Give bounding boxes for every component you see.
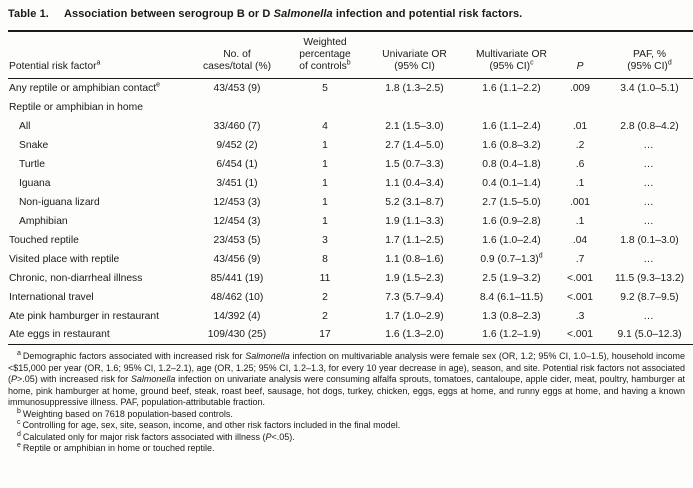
italic-text: P xyxy=(11,374,18,384)
cell-multivariate xyxy=(463,98,560,117)
cell-cases xyxy=(190,288,284,307)
cell-value: 5.2 (3.1–8.7) xyxy=(385,196,444,208)
cell-value: 1.6 (1.1–2.4) xyxy=(482,120,541,132)
cell-value: 1.3 (0.8–2.3) xyxy=(482,310,541,322)
cell-value: 11.5 (9.3–13.2) xyxy=(614,272,685,284)
text-segment: Reptile or amphibian in home or touched reptile. xyxy=(22,443,215,453)
table-title-text xyxy=(64,8,522,20)
cell-univariate xyxy=(366,269,463,288)
header-line: No. of xyxy=(223,49,251,60)
column-header-multivariate xyxy=(463,31,560,79)
cell-value: 33/460 (7) xyxy=(213,120,261,132)
column-header-univariate xyxy=(366,31,463,79)
cell-p xyxy=(560,117,600,136)
risk-factor-name: All xyxy=(19,120,31,132)
cell-value: 12/453 (3) xyxy=(213,196,261,208)
table-row xyxy=(8,212,693,231)
cell-p xyxy=(560,212,600,231)
cell-value: 1.7 (1.0–2.9) xyxy=(385,310,444,322)
cell-value: 12/454 (3) xyxy=(213,215,261,227)
risk-factor-name: Reptile or amphibian in home xyxy=(9,101,143,113)
cell-p xyxy=(560,174,600,193)
footnote-b xyxy=(8,409,685,421)
cell-value: .6 xyxy=(575,158,585,170)
cell-univariate xyxy=(366,307,463,326)
table-body xyxy=(8,79,693,345)
row-label xyxy=(8,136,190,155)
cell-value: 2.5 (1.9–3.2) xyxy=(482,272,541,284)
cell-value: 23/453 (5) xyxy=(213,234,261,246)
table-row xyxy=(8,98,693,117)
risk-factor-name: Touched reptile xyxy=(9,234,79,246)
footnote-marker-b: b xyxy=(17,407,21,415)
cell-paf xyxy=(600,250,693,269)
cell-value: … xyxy=(643,215,656,227)
cell-multivariate xyxy=(463,193,560,212)
cell-value: 6/454 (1) xyxy=(216,158,258,170)
cell-value: 1.6 (1.1–2.2) xyxy=(482,82,541,94)
header-row xyxy=(8,31,693,79)
cell-value: .04 xyxy=(572,234,588,246)
cell-value: 4 xyxy=(322,120,328,132)
cell-value: 1.6 (1.3–2.0) xyxy=(385,329,444,341)
cell-multivariate xyxy=(463,155,560,174)
cell-paf xyxy=(600,193,693,212)
cell-value: 3.4 (1.0–5.1) xyxy=(620,82,679,94)
cell-value: 5 xyxy=(322,82,328,94)
cell-weighted xyxy=(284,288,366,307)
text-segment: infection and potential risk factors. xyxy=(332,8,523,20)
cell-univariate xyxy=(366,98,463,117)
row-label xyxy=(8,117,190,136)
cell-paf xyxy=(600,231,693,250)
footnote-marker-d: d xyxy=(667,59,672,67)
header-line: cases/total (%) xyxy=(202,61,272,72)
cell-value: 2 xyxy=(322,310,328,322)
cell-multivariate xyxy=(463,231,560,250)
risk-factors-table xyxy=(8,30,693,345)
cell-value: .01 xyxy=(572,120,588,132)
risk-factor-name: Ate eggs in restaurant xyxy=(9,329,110,341)
risk-factor-name: Turtle xyxy=(19,158,45,170)
text-segment: >.05) with increased risk for xyxy=(17,374,131,384)
header-line: P xyxy=(576,61,584,72)
cell-cases xyxy=(190,193,284,212)
footnote-marker-a: a xyxy=(17,350,21,357)
cell-weighted xyxy=(284,326,366,345)
cell-weighted xyxy=(284,98,366,117)
italic-text: Salmonella xyxy=(130,374,176,384)
cell-paf xyxy=(600,212,693,231)
cell-paf xyxy=(600,98,693,117)
cell-weighted xyxy=(284,231,366,250)
cell-value: 8.4 (6.1–11.5) xyxy=(479,291,544,303)
header-line: Univariate OR xyxy=(382,49,447,60)
cell-value: 2 xyxy=(322,291,328,303)
risk-factor-name: Non-iguana lizard xyxy=(19,196,100,208)
text-segment: infection on multivariable analysis were female sex (OR, 1.2; 95% CI, 1.0–1.5), household income <$15,000 per year (OR, 1.6; 95% CI, 1.2–2.1), age (OR, 1.25; 95% CI, 1.2–1.3, for every 10 year decrease in age), season, and site. Potential risk factors not associated ( xyxy=(8,351,686,384)
table-header xyxy=(8,31,693,79)
footnote-marker-e: e xyxy=(156,81,161,89)
cell-p xyxy=(560,98,600,117)
italic-text: P xyxy=(265,431,272,442)
header-line: percentage xyxy=(299,49,351,60)
cell-cases xyxy=(190,307,284,326)
cell-value: .2 xyxy=(575,139,585,151)
cell-cases xyxy=(190,212,284,231)
cell-value: 0.4 (0.1–1.4) xyxy=(482,177,541,189)
cell-value: 109/430 (25) xyxy=(207,329,267,341)
footnote-marker-b: b xyxy=(346,59,351,67)
cell-paf xyxy=(600,269,693,288)
cell-value: <.001 xyxy=(566,291,594,303)
cell-value: … xyxy=(643,196,656,208)
cell-weighted xyxy=(284,79,366,98)
cell-p xyxy=(560,250,600,269)
cell-value: 8 xyxy=(322,253,328,265)
footnote-marker-e: e xyxy=(17,442,21,449)
risk-factor-name: Amphibian xyxy=(19,215,68,227)
cell-cases xyxy=(190,326,284,345)
cell-value: .009 xyxy=(569,82,591,94)
risk-factor-name: Iguana xyxy=(19,177,51,189)
cell-multivariate xyxy=(463,79,560,98)
cell-p xyxy=(560,288,600,307)
cell-value: 1.1 (0.4–3.4) xyxy=(385,177,444,189)
cell-univariate xyxy=(366,174,463,193)
cell-p xyxy=(560,326,600,345)
risk-factor-name: International travel xyxy=(9,291,94,303)
header-line: (95% CI) xyxy=(627,61,668,72)
cell-p xyxy=(560,79,600,98)
row-label xyxy=(8,231,190,250)
cell-value: .3 xyxy=(575,310,585,322)
cell-paf xyxy=(600,174,693,193)
cell-value: 85/441 (19) xyxy=(210,272,264,284)
cell-value: … xyxy=(643,139,656,151)
cell-value: 1 xyxy=(322,177,328,189)
row-label xyxy=(8,98,190,117)
cell-value: 1.1 (0.8–1.6) xyxy=(385,253,444,265)
cell-value: … xyxy=(643,310,656,322)
cell-value: … xyxy=(643,253,656,265)
cell-value: 1 xyxy=(322,196,328,208)
cell-weighted xyxy=(284,269,366,288)
text-segment: Demographic factors associated with increased risk for xyxy=(22,351,246,361)
table-row xyxy=(8,79,693,98)
cell-univariate xyxy=(366,288,463,307)
text-segment: Association between serogroup B or D xyxy=(63,8,274,20)
cell-value: 43/453 (9) xyxy=(213,82,261,94)
header-line: Multivariate OR xyxy=(476,49,547,60)
footnote-e xyxy=(8,443,685,455)
cell-value: .1 xyxy=(575,215,585,227)
table-row xyxy=(8,326,693,345)
cell-value: 7.3 (5.7–9.4) xyxy=(385,291,444,303)
cell-multivariate xyxy=(463,307,560,326)
cell-cases xyxy=(190,231,284,250)
cell-p xyxy=(560,193,600,212)
cell-value: 48/462 (10) xyxy=(210,291,264,303)
footnote-marker-d: d xyxy=(17,430,21,438)
cell-paf xyxy=(600,155,693,174)
table-row xyxy=(8,155,693,174)
footnote-a xyxy=(8,351,685,409)
cell-value: 1.6 (0.9–2.8) xyxy=(482,215,541,227)
footnote-marker-d: d xyxy=(538,252,543,260)
column-header-factor xyxy=(8,31,190,79)
cell-value: 0.9 (0.7–1.3) xyxy=(480,253,539,265)
cell-paf xyxy=(600,307,693,326)
cell-multivariate xyxy=(463,212,560,231)
cell-weighted xyxy=(284,193,366,212)
cell-value: 1.5 (0.7–3.3) xyxy=(385,158,444,170)
cell-value: .1 xyxy=(575,177,585,189)
cell-multivariate xyxy=(463,326,560,345)
row-label xyxy=(8,307,190,326)
column-header-weighted xyxy=(284,31,366,79)
cell-cases xyxy=(190,98,284,117)
table-row xyxy=(8,174,693,193)
cell-p xyxy=(560,269,600,288)
header-line: (95% CI) xyxy=(489,61,531,72)
cell-value: <.001 xyxy=(566,272,594,284)
table-row xyxy=(8,269,693,288)
cell-multivariate xyxy=(463,136,560,155)
cell-p xyxy=(560,155,600,174)
cell-value: 1 xyxy=(322,139,328,151)
text-segment: Controlling for age, sex, site, season, income, and other risk factors included in the final model. xyxy=(22,420,401,430)
row-label xyxy=(8,269,190,288)
cell-value: 9/452 (2) xyxy=(216,139,258,151)
cell-value: 17 xyxy=(319,329,331,341)
header-line: PAF, % xyxy=(633,49,666,60)
footnote-d xyxy=(8,432,685,444)
cell-cases xyxy=(190,155,284,174)
cell-cases xyxy=(190,79,284,98)
cell-weighted xyxy=(284,155,366,174)
column-header-cases xyxy=(190,31,284,79)
cell-value: .7 xyxy=(575,253,585,265)
cell-value: 14/392 (4) xyxy=(213,310,261,322)
cell-value: 1.8 (0.1–3.0) xyxy=(620,234,679,246)
cell-value: 1 xyxy=(322,215,328,227)
footnote-marker-c: c xyxy=(17,419,21,426)
table-row xyxy=(8,307,693,326)
risk-factor-name: Any reptile or amphibian contact xyxy=(9,82,157,94)
cell-univariate xyxy=(366,117,463,136)
cell-multivariate xyxy=(463,117,560,136)
cell-cases xyxy=(190,250,284,269)
cell-value: 1.8 (1.3–2.5) xyxy=(385,82,444,94)
cell-multivariate xyxy=(463,269,560,288)
cell-cases xyxy=(190,136,284,155)
text-segment: Calculated only for major risk factors associated with illness ( xyxy=(22,431,266,442)
table-footnotes xyxy=(8,351,685,455)
table-row xyxy=(8,231,693,250)
cell-value: 2.7 (1.4–5.0) xyxy=(385,139,444,151)
cell-value: 0.8 (0.4–1.8) xyxy=(482,158,541,170)
risk-factor-name: Chronic, non-diarrheal illness xyxy=(9,272,143,284)
cell-paf xyxy=(600,117,693,136)
cell-paf xyxy=(600,326,693,345)
header-line: Weighted xyxy=(303,37,347,48)
cell-value: 2.7 (1.5–5.0) xyxy=(482,196,541,208)
row-label xyxy=(8,174,190,193)
risk-factor-name: Ate pink hamburger in restaurant xyxy=(9,310,159,322)
header-line: of controls xyxy=(299,61,347,72)
cell-value: .001 xyxy=(569,196,591,208)
cell-univariate xyxy=(366,155,463,174)
italic-text: Salmonella xyxy=(245,351,290,361)
row-label xyxy=(8,155,190,174)
cell-weighted xyxy=(284,250,366,269)
table-row xyxy=(8,136,693,155)
cell-value: 2.1 (1.5–3.0) xyxy=(385,120,444,132)
row-label xyxy=(8,288,190,307)
cell-univariate xyxy=(366,136,463,155)
table-row xyxy=(8,193,693,212)
cell-value: … xyxy=(643,177,656,189)
text-segment: Weighting based on 7618 population-based controls. xyxy=(22,408,233,419)
cell-p xyxy=(560,136,600,155)
table-row xyxy=(8,250,693,269)
footnote-marker-c: c xyxy=(530,59,534,67)
cell-univariate xyxy=(366,326,463,345)
italic-text: Salmonella xyxy=(273,8,333,20)
cell-value: 9.2 (8.7–9.5) xyxy=(620,291,679,303)
column-header-p xyxy=(560,31,600,79)
cell-value: 1.6 (1.2–1.9) xyxy=(482,329,541,341)
cell-value: 11 xyxy=(319,272,331,284)
row-label xyxy=(8,79,190,98)
cell-univariate xyxy=(366,79,463,98)
cell-univariate xyxy=(366,193,463,212)
cell-value: 43/456 (9) xyxy=(213,253,261,265)
cell-multivariate xyxy=(463,288,560,307)
cell-weighted xyxy=(284,136,366,155)
cell-weighted xyxy=(284,117,366,136)
table-row xyxy=(8,117,693,136)
cell-multivariate xyxy=(463,174,560,193)
header-line: (95% CI) xyxy=(394,61,435,72)
cell-value: 1 xyxy=(322,158,328,170)
row-label xyxy=(8,250,190,269)
footnote-c xyxy=(8,420,685,432)
cell-weighted xyxy=(284,174,366,193)
cell-cases xyxy=(190,269,284,288)
column-header-paf xyxy=(600,31,693,79)
cell-paf xyxy=(600,136,693,155)
cell-value: 1.6 (0.8–3.2) xyxy=(482,139,541,151)
cell-univariate xyxy=(366,231,463,250)
cell-multivariate xyxy=(463,250,560,269)
cell-cases xyxy=(190,174,284,193)
cell-value: 9.1 (5.0–12.3) xyxy=(617,329,682,341)
cell-weighted xyxy=(284,212,366,231)
cell-univariate xyxy=(366,250,463,269)
cell-value: 1.9 (1.1–3.3) xyxy=(385,215,444,227)
cell-cases xyxy=(190,117,284,136)
header-line: Potential risk factor xyxy=(9,61,97,72)
row-label xyxy=(8,193,190,212)
row-label xyxy=(8,326,190,345)
cell-univariate xyxy=(366,212,463,231)
cell-value: 2.8 (0.8–4.2) xyxy=(620,120,679,132)
cell-p xyxy=(560,307,600,326)
cell-value: … xyxy=(643,158,656,170)
table-number: Table 1. xyxy=(8,8,49,20)
footnote-marker-a: a xyxy=(96,59,101,67)
cell-value: 3/451 (1) xyxy=(216,177,258,189)
cell-p xyxy=(560,231,600,250)
row-label xyxy=(8,212,190,231)
cell-value: 1.6 (1.0–2.4) xyxy=(482,234,541,246)
cell-value: 1.7 (1.1–2.5) xyxy=(385,234,444,246)
cell-paf xyxy=(600,288,693,307)
cell-value: <.001 xyxy=(566,329,594,341)
cell-value: 3 xyxy=(322,234,328,246)
cell-paf xyxy=(600,79,693,98)
text-segment: infection on univariate analysis were consuming alfalfa sprouts, tomatoes, cantaloupe, apple cider, meat, poultry, hamburger at home, pink hamburger at home, ground beef, steak, roast beef, sausage, hot dogs, turkey, chicken, eggs, eggs at home, and runny eggs at home, and having a known immunosuppressive illness. PAF, population-attributable fraction. xyxy=(8,374,685,407)
cell-weighted xyxy=(284,307,366,326)
risk-factor-name: Snake xyxy=(19,139,49,151)
text-segment: <.05). xyxy=(271,431,295,442)
table-row xyxy=(8,288,693,307)
risk-factor-name: Visited place with reptile xyxy=(9,253,120,265)
table-title xyxy=(8,8,685,20)
cell-value: 1.9 (1.5–2.3) xyxy=(385,272,444,284)
